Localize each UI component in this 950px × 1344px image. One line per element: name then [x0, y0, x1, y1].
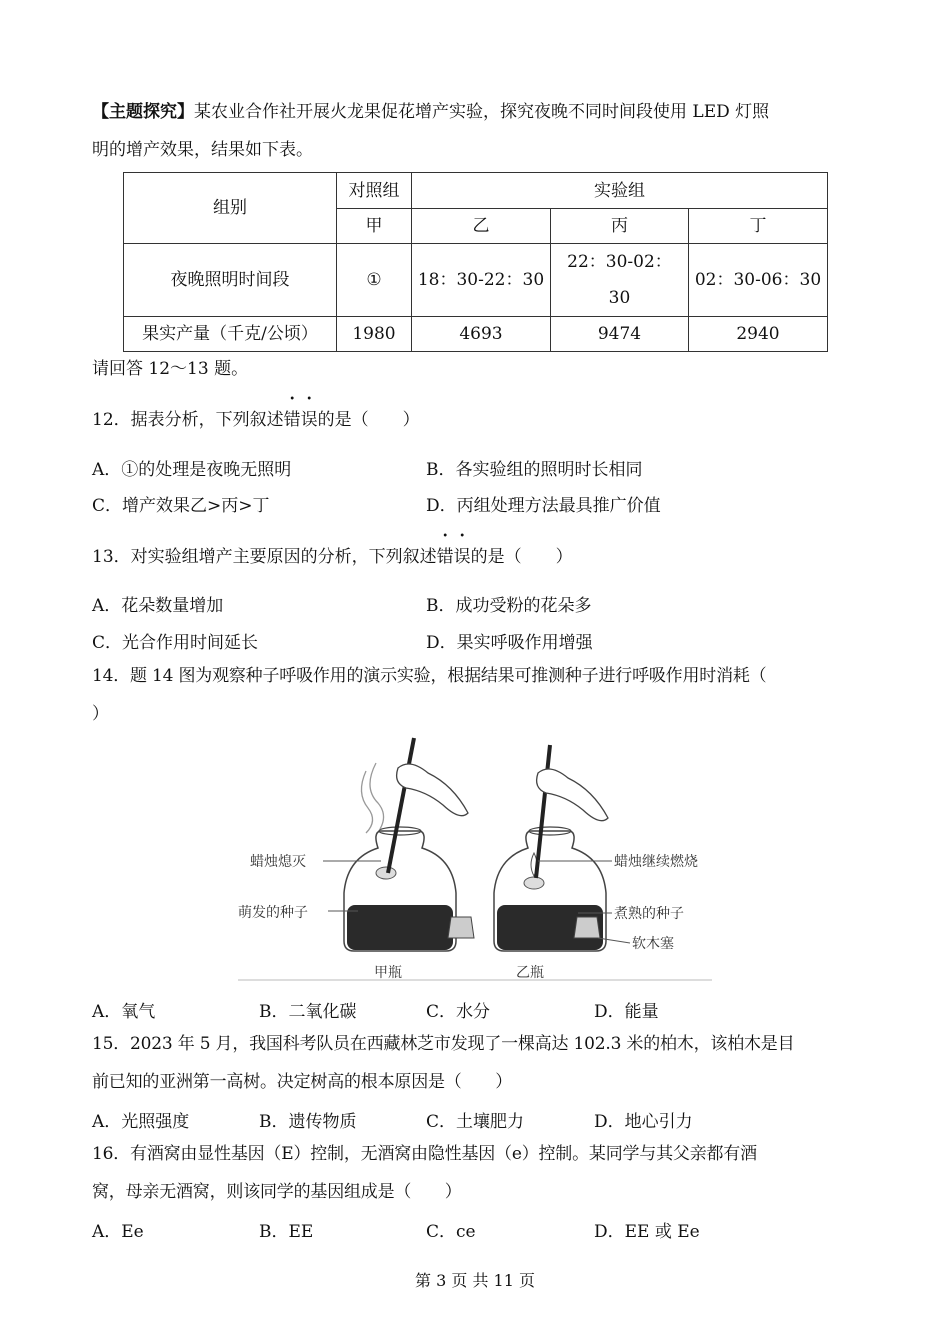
q15-stem — [92, 1025, 862, 1101]
q12-option-d: D．丙组处理方法最具推广价值 — [426, 496, 661, 516]
q12-stem — [92, 405, 420, 430]
q15-option-b: B．遗传物质 — [259, 1112, 357, 1132]
q16-option-d: D．EE 或 Ee — [594, 1222, 700, 1242]
q15-line2: 前已知的亚洲第一高树。决定树高的根本原因是（ ） — [92, 1072, 512, 1092]
q16-option-b: B．EE — [259, 1222, 314, 1242]
respiration-figure — [238, 733, 712, 983]
intro-line2: 明的增产效果，结果如下表。 — [92, 140, 313, 160]
label-candle-out: 蜡烛熄灭 — [250, 854, 306, 870]
q13-emph2: 误 — [453, 547, 471, 567]
q15-option-c: C．土壤肥力 — [426, 1112, 525, 1132]
col-jia: 甲 — [337, 209, 412, 244]
q16-option-c: C．ce — [426, 1222, 476, 1242]
row1-ding: 02：30-06：30 — [689, 244, 828, 317]
row1-label: 夜晚照明时间段 — [124, 244, 337, 317]
q12-post: 的是（ ） — [317, 410, 420, 430]
label-cooked-seed: 煮熟的种子 — [614, 906, 684, 922]
q13-stem — [92, 542, 573, 567]
q14-option-b: B．二氧化碳 — [259, 1002, 357, 1022]
q14-option-d: D．能量 — [594, 1002, 659, 1022]
q16-line1: 16．有酒窝由显性基因（E）控制，无酒窝由隐性基因（e）控制。某同学与其父亲都有酒 — [92, 1144, 757, 1164]
intro-paragraph — [92, 93, 862, 169]
row1-bing — [551, 244, 689, 317]
q13-option-c: C．光合作用时间延长 — [92, 633, 259, 653]
row1-bing-a: 22：30-02： — [567, 252, 672, 272]
q15-line1: 15．2023 年 5 月，我国科考队员在西藏林芝市发现了一棵高达 102.3 米的柏木，该柏木是目 — [92, 1034, 795, 1054]
intro-tag: 【主题探究】 — [92, 102, 194, 122]
q14-line2: ） — [92, 704, 109, 724]
intro-line1: 某农业合作社开展火龙果促花增产实验，探究夜晚不同时间段使用 LED 灯照 — [194, 102, 770, 122]
row2-bing: 9474 — [551, 317, 689, 352]
col-bing: 丙 — [551, 209, 689, 244]
col-ding: 丁 — [689, 209, 828, 244]
row2-yi: 4693 — [412, 317, 551, 352]
header-experiment: 实验组 — [412, 173, 828, 209]
col-yi: 乙 — [412, 209, 551, 244]
q14-option-a: A．氧气 — [92, 1002, 156, 1022]
q13-post: 的是（ ） — [470, 547, 573, 567]
row2-ding: 2940 — [689, 317, 828, 352]
q16-line2: 窝，母亲无酒窝，则该同学的基因组成是（ ） — [92, 1182, 462, 1202]
row1-jia: ① — [337, 244, 412, 317]
jar-a-illustration — [344, 738, 468, 951]
label-jar-b: 乙瓶 — [516, 965, 544, 981]
q14-option-c: C．水分 — [426, 1002, 491, 1022]
label-germ-seed: 萌发的种子 — [238, 905, 308, 921]
row1-bing-b: 30 — [608, 288, 631, 308]
q16-stem — [92, 1135, 862, 1211]
q13-pre: 13．对实验组增产主要原因的分析，下列叙述 — [92, 547, 437, 567]
q15-option-d: D．地心引力 — [594, 1112, 693, 1132]
page-footer: 第 3 页 共 11 页 — [415, 1271, 535, 1290]
q14-stem — [92, 657, 862, 733]
label-cork: 软木塞 — [632, 936, 674, 952]
row2-jia: 1980 — [337, 317, 412, 352]
q14-line1: 14．题 14 图为观察种子呼吸作用的演示实验，根据结果可推测种子进行呼吸作用时消耗（ — [92, 666, 767, 686]
q13-option-d: D．果实呼吸作用增强 — [426, 633, 593, 653]
q15-option-a: A．光照强度 — [92, 1112, 190, 1132]
q13-option-a: A．花朵数量增加 — [92, 596, 224, 616]
row1-yi: 18：30-22：30 — [412, 244, 551, 317]
header-group: 组别 — [124, 173, 337, 244]
q12-option-c: C．增产效果乙>丙>丁 — [92, 496, 270, 516]
q13-option-b: B．成功受粉的花朵多 — [426, 596, 592, 616]
header-control: 对照组 — [337, 173, 412, 209]
answer-note: 请回答 12～13 题。 — [92, 359, 249, 379]
q12-emph2: 误 — [300, 410, 318, 430]
row2-label: 果实产量（千克/公顷） — [124, 317, 337, 352]
q16-option-a: A．Ee — [92, 1222, 144, 1242]
q12-option-b: B．各实验组的照明时长相同 — [426, 460, 643, 480]
results-table — [123, 172, 828, 352]
q12-pre: 12．据表分析，下列叙述 — [92, 410, 284, 430]
label-candle-on: 蜡烛继续燃烧 — [614, 854, 698, 870]
q13-emph1: 错 — [436, 547, 454, 567]
label-jar-a: 甲瓶 — [374, 965, 402, 981]
q12-option-a: A．①的处理是夜晚无照明 — [92, 460, 292, 480]
q12-emph1: 错 — [283, 410, 301, 430]
